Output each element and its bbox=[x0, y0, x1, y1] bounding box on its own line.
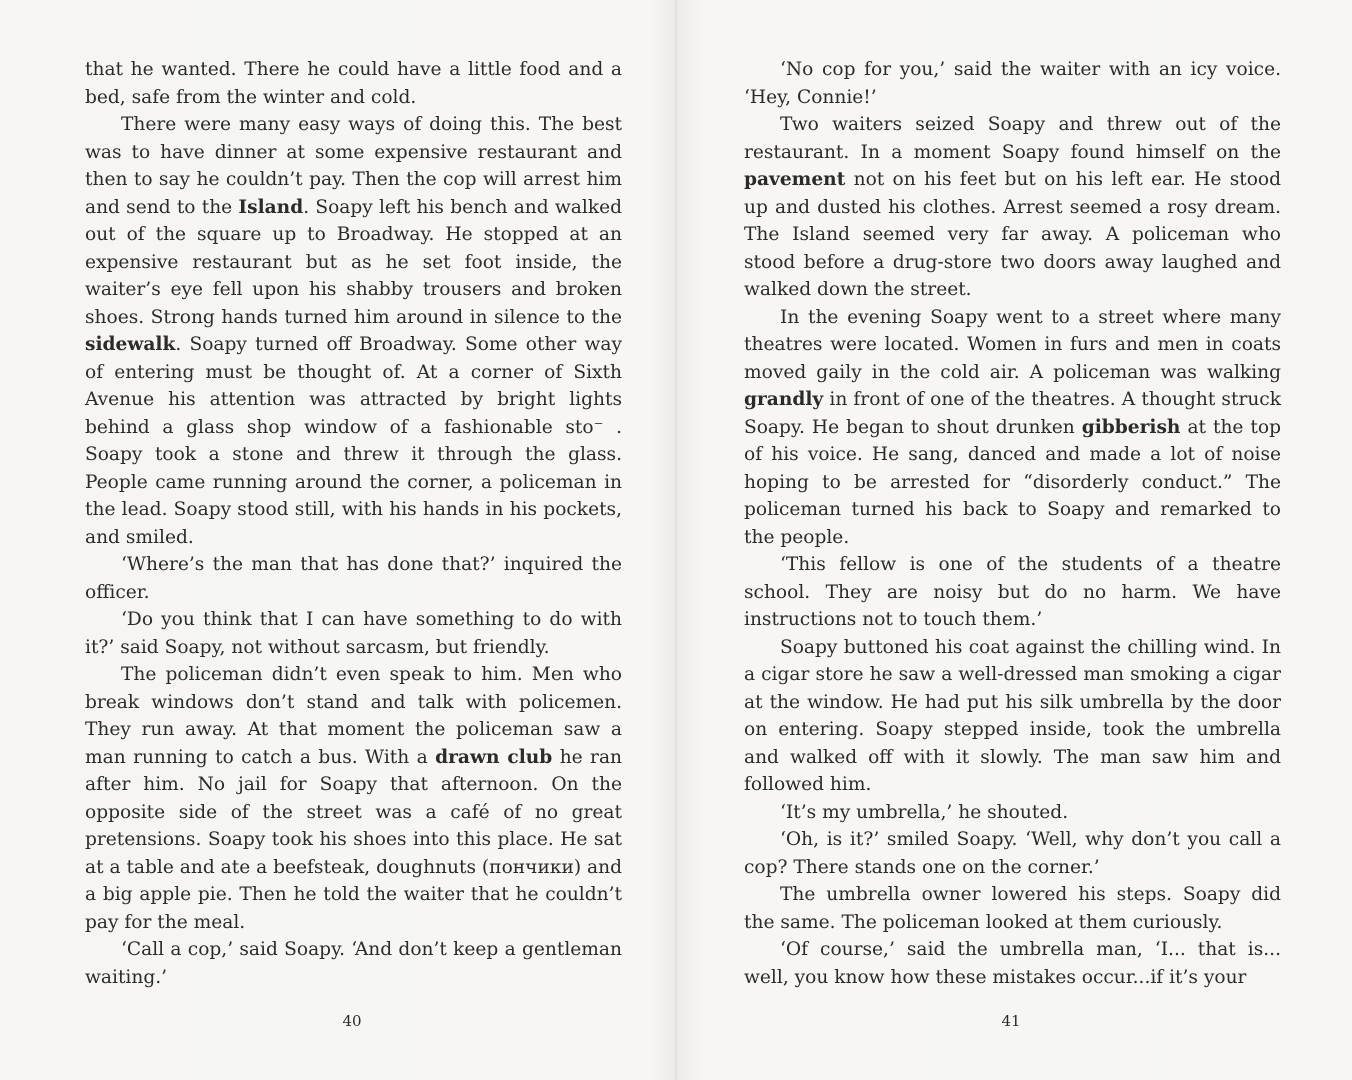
paragraph bbox=[85, 551, 622, 606]
bold-term: pavement bbox=[744, 169, 846, 190]
text-run: ‘This fellow is one of the students of a theatre school. They are noisy but do no harm. We have instructions not to touch them.’ bbox=[744, 554, 1281, 630]
bold-term: gibberish bbox=[1081, 416, 1181, 438]
paragraph bbox=[744, 111, 1281, 304]
text-run: ‘Do you think that I can have something to do with it?’ said Soapy, not without sarcasm, but friendly. bbox=[85, 609, 622, 658]
paragraph bbox=[744, 634, 1281, 799]
text-run: . Soapy left his bench and walked out of the square up to Broadway. He stopped at an expensive restaurant but as he set foot inside, the waiter’s eye fell upon his shabby trousers and broken shoes. Strong hands turned him around in silence to the bbox=[85, 196, 622, 328]
text-run: ‘Where’s the man that has done that?’ inquired the officer. bbox=[85, 554, 622, 603]
text-run: The policeman didn’t even speak to him. Men who break windows don’t stand and talk with policemen. They run away. At that moment the policeman saw a man running to catch a bus. With a bbox=[85, 664, 622, 768]
text-run: ‘No cop for you,’ said the waiter with an icy voice. ‘Hey, Connie!’ bbox=[744, 59, 1281, 108]
bold-term: sidewalk bbox=[85, 334, 176, 355]
bold-term: Island bbox=[238, 196, 304, 218]
text-run: in front of one of the theatres. A thought struck Soapy. He began to shout drunken bbox=[744, 389, 1281, 438]
paragraph bbox=[85, 111, 622, 551]
text-run: Soapy buttoned his coat against the chilling wind. In a cigar store he saw a well-dressed man smoking a cigar at the window. He had put his silk umbrella by the door on entering. Soapy stepped inside, took the umbrella and walked off with it slowly. The man saw him and followed him. bbox=[744, 636, 1281, 795]
bold-term: grandly bbox=[744, 389, 824, 410]
text-run: ‘Of course,’ said the umbrella man, ‘I... that is... well, you know how these mistakes occur...if it’s your bbox=[744, 939, 1281, 988]
paragraph bbox=[744, 551, 1281, 634]
text-run: that he wanted. There he could have a little food and a bed, safe from the winter and cold. bbox=[85, 59, 622, 108]
text-run: In the evening Soapy went to a street where many theatres were located. Women in furs and men in coats moved gaily in the cold air. A policeman was walking bbox=[744, 306, 1281, 383]
paragraph bbox=[85, 56, 622, 111]
paragraph bbox=[744, 826, 1281, 881]
text-run: at the top of his voice. He sang, danced and made a lot of noise hoping to be arrested for “disorderly conduct.” The policeman turned his back to Soapy and remarked to the people. bbox=[744, 416, 1281, 548]
left-page-number: 40 bbox=[342, 1012, 362, 1030]
page-gutter bbox=[675, 0, 677, 1080]
paragraph bbox=[744, 936, 1281, 991]
bold-term: drawn club bbox=[435, 746, 553, 768]
text-run: ‘Oh, is it?’ smiled Soapy. ‘Well, why don’t you call a cop? There stands one on the corner.’ bbox=[744, 829, 1281, 878]
text-run: . Soapy turned off Broadway. Some other way of entering must be thought of. At a corner of Sixth Avenue his attention was attracted by bright lights behind a glass shop window of a fashionable sto⁻ . Soapy took a stone and threw it through the glass. People came running around the corner, a policeman in the lead. Soapy stood still, with his hands in his pockets, and smiled. bbox=[85, 334, 622, 548]
text-run: The umbrella owner lowered his steps. Soapy did the same. The policeman looked at them curiously. bbox=[744, 884, 1281, 933]
text-run: ‘It’s my umbrella,’ he shouted. bbox=[780, 801, 1069, 823]
paragraph bbox=[744, 881, 1281, 936]
paragraph bbox=[85, 661, 622, 936]
right-page-text bbox=[744, 56, 1281, 991]
paragraph bbox=[744, 799, 1281, 827]
text-run: not on his feet but on his left ear. He stood up and dusted his clothes. Arrest seemed a rosy dream. The Island seemed very far away. A policeman who stood before a drug-store two doors away laughed and walked down the street. bbox=[744, 169, 1281, 300]
paragraph bbox=[85, 936, 622, 991]
paragraph bbox=[85, 606, 622, 661]
text-run: ‘Call a cop,’ said Soapy. ‘And don’t keep a gentleman waiting.’ bbox=[85, 939, 622, 988]
left-page-text bbox=[85, 56, 622, 991]
text-run: Two waiters seized Soapy and threw out of the restaurant. In a moment Soapy found himself on the bbox=[744, 114, 1281, 163]
text-run: he ran after him. No jail for Soapy that afternoon. On the opposite side of the street was a café of no great pretensions. Soapy took his shoes into this place. He sat at a table and ate a beefsteak, doughnuts (пончики) and a big apple pie. Then he told the waiter that he couldn’t pay for the meal. bbox=[85, 746, 623, 933]
right-page-number: 41 bbox=[1001, 1012, 1021, 1030]
paragraph bbox=[744, 304, 1281, 552]
paragraph bbox=[744, 56, 1281, 111]
text-run: There were many easy ways of doing this. The best was to have dinner at some expensive restaurant and then to say he couldn’t pay. Then the cop will arrest him and send to the bbox=[85, 114, 622, 218]
